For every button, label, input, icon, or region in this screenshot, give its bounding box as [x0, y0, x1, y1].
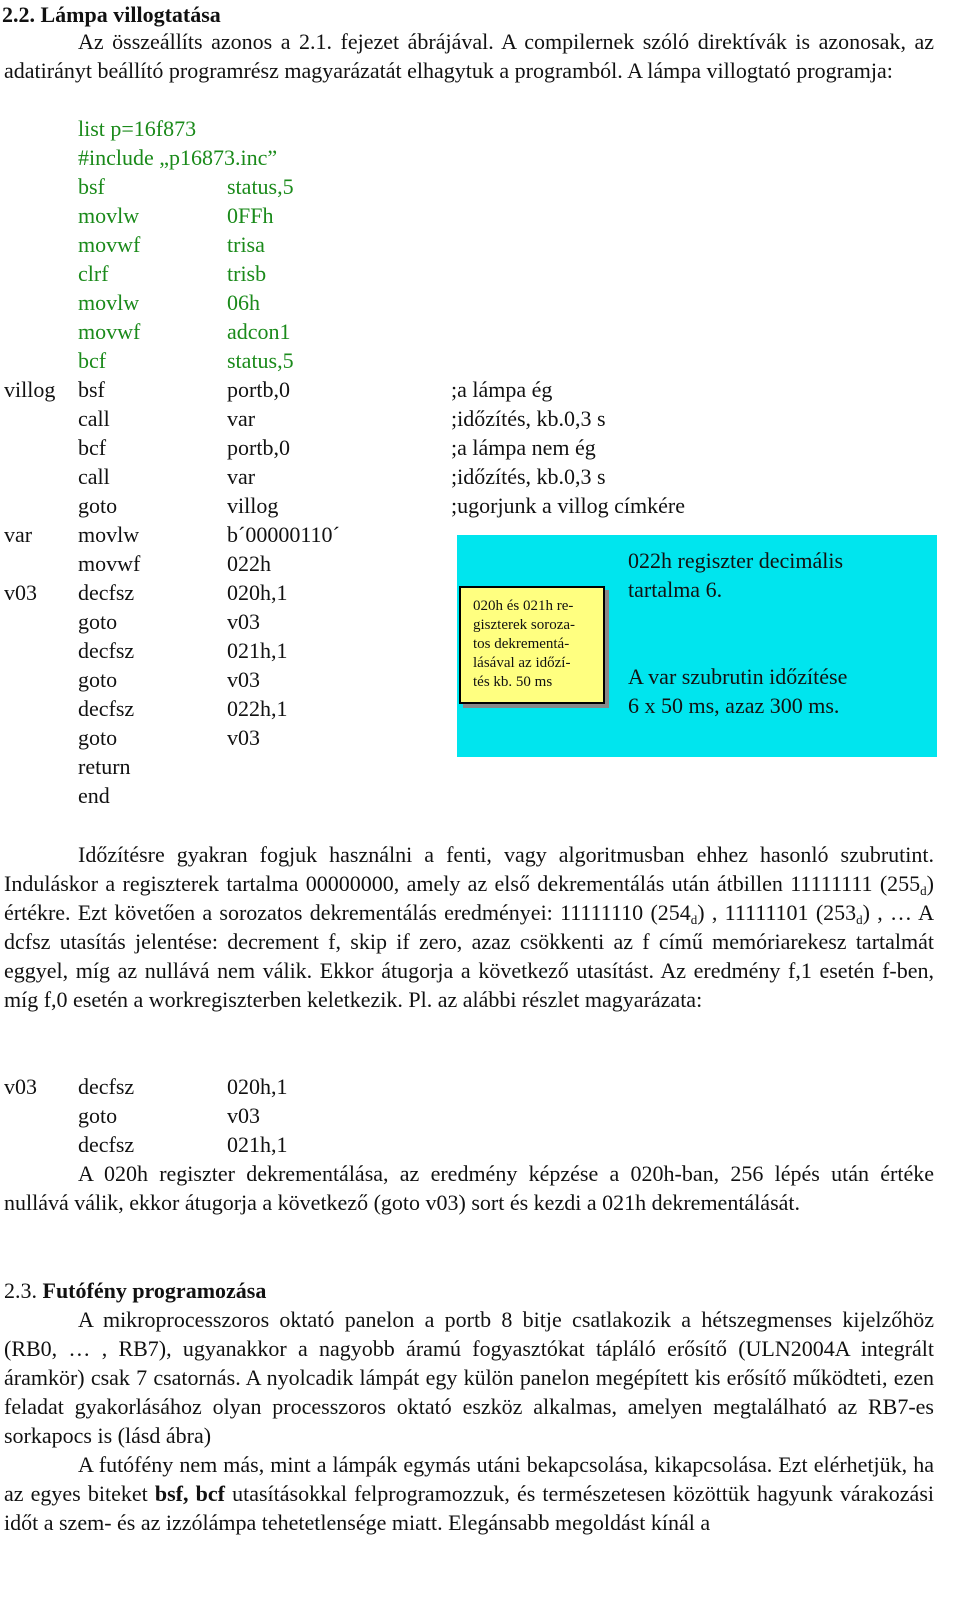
code-op: list p=16f873	[78, 116, 197, 141]
code-comment: ;ugorjunk a villog címkére	[451, 493, 685, 518]
section2-paragraph-1: A mikroprocesszoros oktató panelon a portb 8 bitje csatlakozik a hétszegmenses kijelzőhöz (RB0, … , RB7), ugyanakkor a nagyobb áramú fogyasztókat tápláló erősítő (ULN2004A integrált áramkör) csak 7 csatornás. A nyolcadik lámpát egy külön panelon megépített kis erősítő működteti, ezen feladat gyakorlásához olyan processzoros oktató eszköz alkalmas, amelyen megtalálható az RB7-es sorkapocs is (lásd ábra)	[4, 1307, 934, 1448]
code-arg: var	[227, 464, 256, 489]
decimal-subscript: d	[690, 912, 698, 927]
code-arg: v03	[227, 609, 260, 634]
decimal-subscript: d	[920, 883, 927, 898]
bold-instructions: bsf, bcf	[154, 1481, 225, 1506]
code-arg: v03	[227, 725, 260, 750]
code-op: call	[78, 406, 110, 431]
code-arg: 06h	[227, 290, 260, 315]
code-op: decfsz	[78, 638, 135, 663]
yellow-note-line: tos dekrementá-	[473, 636, 570, 652]
decimal-subscript: d	[856, 912, 863, 927]
code-arg: adcon1	[227, 319, 291, 344]
section2-paragraph-2: A futófény nem más, mint a lámpák egymás utáni bekapcsolása, kikapcsolása. Ezt elérhetjük, ha az egyes biteket bsf, bcf utasításokkal felprogramozzuk, és természetesen közöttük hagyunk várakozási időt a szem- és az izzólámpa tehetetlensége miatt. Elegánsabb megoldást kínál a	[4, 1452, 934, 1535]
code-comment: ;a lámpa nem ég	[451, 435, 596, 460]
code-op: decfsz	[78, 696, 135, 721]
code-op: bcf	[78, 435, 107, 460]
code-comment: ;időzítés, kb.0,3 s	[451, 464, 606, 489]
code-op: decfsz	[78, 1132, 135, 1157]
yellow-note	[459, 586, 605, 704]
code-op: #include „p16873.inc”	[78, 145, 278, 170]
code-arg: 020h,1	[227, 580, 288, 605]
code-arg: 021h,1	[227, 638, 288, 663]
section-title: Lámpa villogtatása	[40, 2, 221, 27]
yellow-note-line: giszterek soroza-	[473, 617, 576, 633]
code-op: return	[78, 754, 131, 779]
code-comment: ;időzítés, kb.0,3 s	[451, 406, 606, 431]
intro-paragraph	[4, 27, 934, 85]
code-op: movlw	[78, 290, 140, 315]
code-arg: portb,0	[227, 377, 290, 402]
code-op: goto	[78, 1103, 118, 1128]
cyan-note-line: 6 x 50 ms, azaz 300 ms.	[628, 693, 840, 718]
code-arg: trisa	[227, 232, 265, 257]
code-label: v03	[4, 1074, 37, 1099]
code-arg: v03	[227, 667, 260, 692]
code-op: bcf	[78, 348, 107, 373]
code-line-include	[78, 143, 277, 172]
code-arg: trisb	[227, 261, 267, 286]
code-line-list	[78, 114, 196, 143]
code-op: movlw	[78, 203, 140, 228]
yellow-note-line: 020h és 021h re-	[473, 598, 574, 614]
section-number: 2.3.	[4, 1278, 37, 1303]
code-op: goto	[78, 493, 118, 518]
code-op: call	[78, 464, 110, 489]
explanation-paragraph	[4, 840, 934, 1014]
code-op: decfsz	[78, 580, 135, 605]
section-heading-2-3	[4, 1276, 266, 1305]
code-label: villog	[4, 377, 56, 402]
code-arg: b´00000110´	[227, 522, 340, 547]
code-arg: status,5	[227, 174, 294, 199]
cyan-note-line: 022h regiszter decimális	[628, 548, 844, 573]
code-op: end	[78, 783, 110, 808]
code-arg: villog	[227, 493, 279, 518]
code-op: clrf	[78, 261, 109, 286]
code-comment: ;a lámpa ég	[451, 377, 553, 402]
yellow-note-line: tés kb. 50 ms	[473, 674, 553, 690]
code-op: goto	[78, 609, 118, 634]
code-label: var	[4, 522, 33, 547]
cyan-note-line: A var szubrutin időzítése	[628, 664, 848, 689]
section-number: 2.2.	[2, 2, 35, 27]
code-op: goto	[78, 725, 118, 750]
code-arg: 0FFh	[227, 203, 274, 228]
section-heading-2-2	[2, 0, 221, 29]
snippet-explanation-paragraph	[4, 1159, 934, 1217]
yellow-note-line: lásával az időzí-	[473, 655, 571, 671]
code-arg: status,5	[227, 348, 294, 373]
code-op: movlw	[78, 522, 140, 547]
code-label: v03	[4, 580, 37, 605]
code-op: movwf	[78, 232, 141, 257]
code-op: bsf	[78, 174, 105, 199]
intro-text: Az összeállíts azonos a 2.1. fejezet ábrájával. A compilernek szóló direktívák is azonosak, az adatirányt beállító programrész magyarázatát elhagytuk a programból. A lámpa villogtató programja:	[4, 29, 934, 83]
code-op: movwf	[78, 319, 141, 344]
explanation-text: Időzítésre gyakran fogjuk használni a fenti, vagy algoritmusban ehhez hasonló szubrutint. Induláskor a regiszterek tartalma 00000000, amely az első dekrementálás után átbillen 11111111 $(255_d)$ értékre. Ezt követően a sorozatos dekrementálás eredményei: 11111110 $(254_d)$ , 11111101 $(253_d)$ , … A dcfsz utasítás jelentése: decrement f, skip if zero, azaz csökkenti az f című memóriarekesz tartalmát eggyel, míg az nullává nem válik. Ekkor átugorja a következő utasítást. Az eredmény f,1 esetén f-ben, míg f,0 esetén a workregiszterben keletkezik. Pl. az alábbi részlet magyarázata:	[4, 842, 934, 1012]
code-op: decfsz	[78, 1074, 135, 1099]
code-arg: 021h,1	[227, 1132, 288, 1157]
code-arg: v03	[227, 1103, 260, 1128]
section2-paragraphs	[4, 1305, 934, 1537]
section-title: Futófény programozása	[42, 1278, 267, 1303]
snippet-explanation-text: A 020h regiszter dekrementálása, az eredmény képzése a 020h-ban, 256 lépés után értéke nullává válik, ekkor átugorja a következő (goto v03) sort és kezdi a 021h dekrementálását.	[4, 1161, 934, 1215]
code-arg: 022h,1	[227, 696, 288, 721]
code-arg: 022h	[227, 551, 271, 576]
code-arg: 020h,1	[227, 1074, 288, 1099]
code-op: goto	[78, 667, 118, 692]
code-op: movwf	[78, 551, 141, 576]
cyan-note-line: tartalma 6.	[628, 577, 723, 602]
code-arg: var	[227, 406, 256, 431]
code-arg: portb,0	[227, 435, 290, 460]
code-op: bsf	[78, 377, 105, 402]
cyan-annotation-notch	[457, 710, 612, 757]
